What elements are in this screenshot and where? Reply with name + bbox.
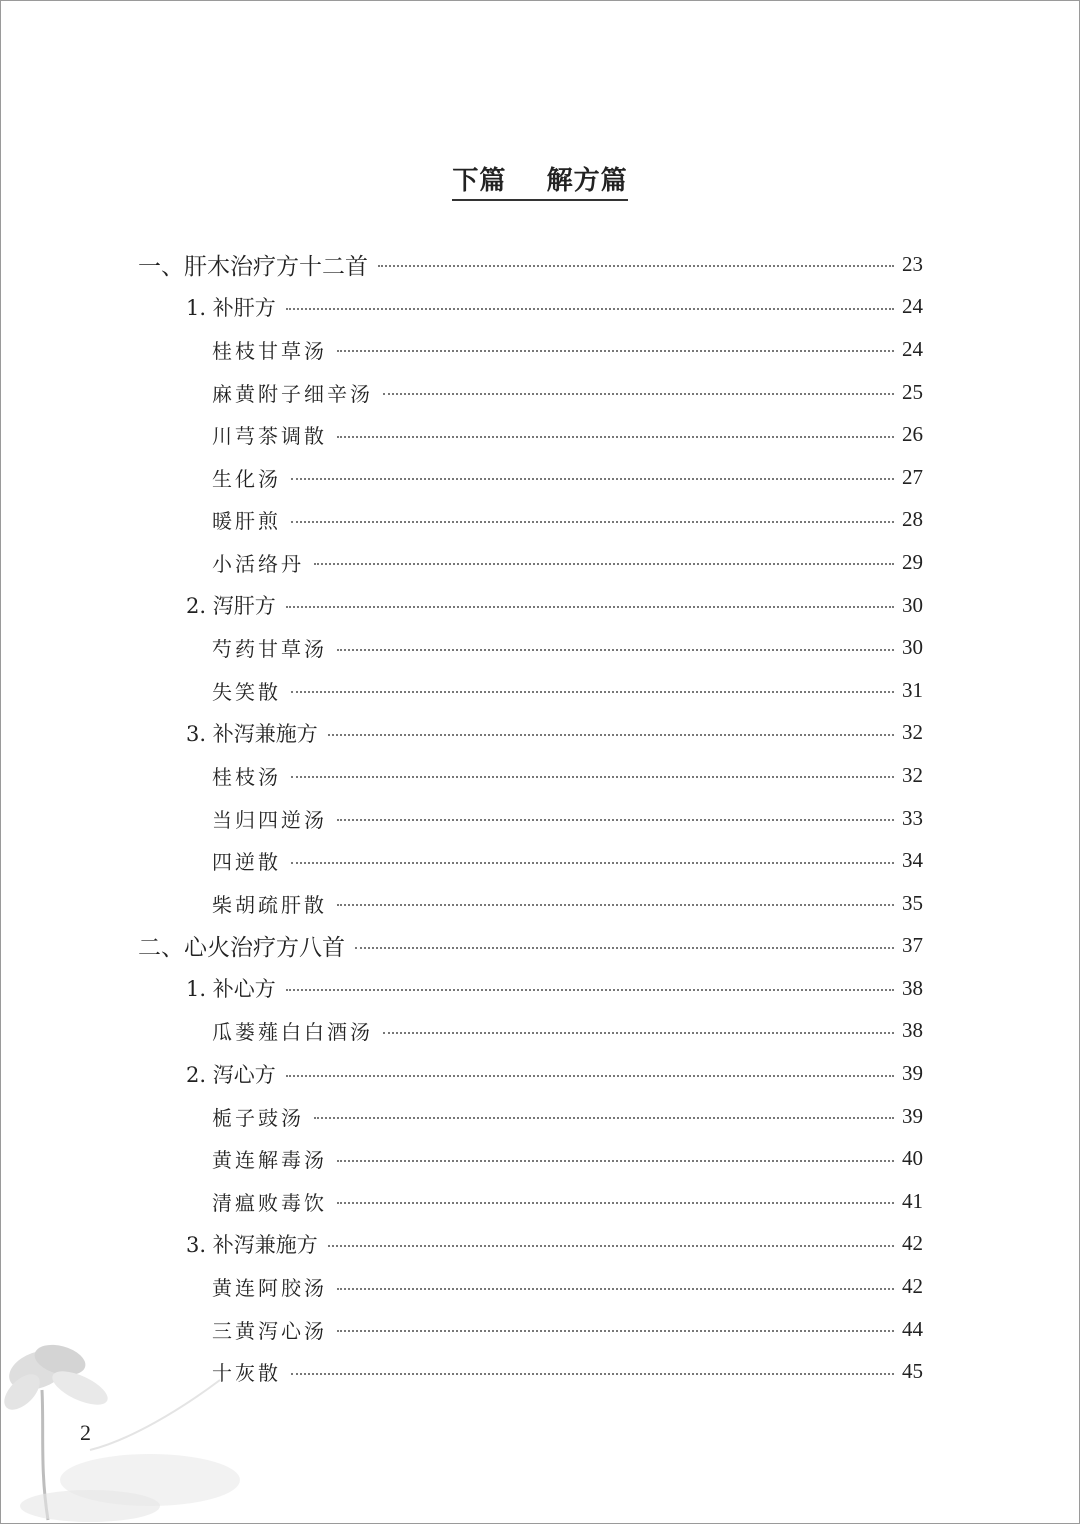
dot-leader [337, 1288, 894, 1290]
dot-leader [383, 1032, 894, 1034]
toc-entry-page: 38 [902, 1018, 923, 1043]
toc-entry-label: 2. 泻肝方 [186, 594, 276, 619]
toc-entry-label: 十灰散 [212, 1361, 281, 1386]
dot-leader [328, 1245, 894, 1247]
toc-entry-formula[interactable] [0, 499, 1080, 542]
dot-leader [286, 989, 894, 991]
dot-leader [291, 521, 894, 523]
toc-entry-page: 25 [902, 379, 923, 404]
dot-leader [337, 649, 894, 651]
toc-entry-page: 32 [902, 720, 923, 745]
section-title-text: 下篇 解方篇 [452, 160, 627, 201]
toc-entry-formula[interactable] [0, 1137, 1080, 1180]
dot-leader [314, 563, 894, 565]
toc-entry-formula[interactable] [0, 797, 1080, 840]
toc-entry-page: 42 [902, 1274, 923, 1299]
dot-leader [337, 819, 894, 821]
dot-leader [337, 1202, 894, 1204]
toc-entry-label: 瓜蒌薤白白酒汤 [212, 1020, 373, 1045]
dot-leader [337, 1160, 894, 1162]
toc-entry-formula[interactable] [0, 839, 1080, 882]
toc-entry-label: 川芎茶调散 [212, 424, 327, 449]
toc-entry-label: 1. 补肝方 [186, 295, 276, 320]
page-number: 2 [80, 1420, 91, 1445]
toc-entry-page: 30 [902, 592, 923, 617]
dot-leader [328, 734, 894, 736]
toc-entry-formula[interactable] [0, 1265, 1080, 1308]
dot-leader [286, 308, 894, 310]
toc-entry-label: 当归四逆汤 [212, 807, 327, 832]
toc-entry-page: 31 [902, 677, 923, 702]
toc-entry-chapter[interactable] [0, 243, 1080, 286]
toc-entry-label: 柴胡疏肝散 [212, 892, 327, 917]
toc-entry-formula[interactable] [0, 1180, 1080, 1223]
toc-entry-page: 40 [902, 1146, 923, 1171]
toc-entry-page: 32 [902, 762, 923, 787]
toc-entry-page: 24 [902, 336, 923, 361]
toc-entry-page: 35 [902, 890, 923, 915]
toc-entry-label: 芍药甘草汤 [212, 637, 327, 662]
dot-leader [314, 1117, 894, 1119]
toc-entry-formula[interactable] [0, 626, 1080, 669]
toc-entry-page: 38 [902, 975, 923, 1000]
toc-entry-section[interactable] [0, 1052, 1080, 1095]
toc-entry-section[interactable] [0, 286, 1080, 329]
toc-entry-page: 24 [902, 294, 923, 319]
dot-leader [291, 862, 894, 864]
toc-entry-page: 42 [902, 1231, 923, 1256]
lotus-decoration-icon [0, 1330, 260, 1524]
toc-entry-label: 黄连解毒汤 [212, 1148, 327, 1173]
toc-entry-label: 一、肝木治疗方十二首 [138, 253, 368, 280]
toc-entry-label: 桂枝甘草汤 [212, 338, 327, 363]
toc-entry-formula[interactable] [0, 541, 1080, 584]
dot-leader [291, 1373, 894, 1375]
toc-entry-label: 二、心火治疗方八首 [138, 935, 345, 962]
toc-entry-page: 45 [902, 1359, 923, 1384]
dot-leader [286, 606, 894, 608]
toc-entry-page: 33 [902, 805, 923, 830]
toc-entry-page: 34 [902, 848, 923, 873]
toc-entry-label: 生化汤 [212, 466, 281, 491]
dot-leader [286, 1075, 894, 1077]
toc-entry-label: 栀子豉汤 [212, 1105, 304, 1130]
toc-entry-formula[interactable] [0, 328, 1080, 371]
toc-entry-label: 桂枝汤 [212, 764, 281, 789]
toc-entry-label: 3. 补泻兼施方 [186, 1232, 318, 1257]
toc-entry-page: 29 [902, 549, 923, 574]
toc-entry-page: 39 [902, 1061, 923, 1086]
table-of-contents [0, 243, 1080, 1393]
toc-entry-label: 2. 泻心方 [186, 1062, 276, 1087]
toc-entry-label: 3. 补泻兼施方 [186, 721, 318, 746]
toc-entry-label: 三黄泻心汤 [212, 1318, 327, 1343]
toc-entry-page: 30 [902, 635, 923, 660]
toc-entry-formula[interactable] [0, 456, 1080, 499]
dot-leader [378, 265, 894, 267]
toc-entry-formula[interactable] [0, 754, 1080, 797]
toc-entry-formula[interactable] [0, 1095, 1080, 1138]
dot-leader [355, 947, 894, 949]
dot-leader [337, 904, 894, 906]
toc-entry-formula[interactable] [0, 669, 1080, 712]
toc-entry-page: 41 [902, 1188, 923, 1213]
toc-entry-label: 麻黄附子细辛汤 [212, 381, 373, 406]
dot-leader [291, 478, 894, 480]
toc-entry-page: 28 [902, 507, 923, 532]
toc-entry-section[interactable] [0, 584, 1080, 627]
toc-entry-page: 26 [902, 422, 923, 447]
toc-entry-label: 暖肝煎 [212, 509, 281, 534]
toc-entry-page: 44 [902, 1316, 923, 1341]
toc-entry-label: 四逆散 [212, 850, 281, 875]
toc-entry-section[interactable] [0, 967, 1080, 1010]
toc-entry-formula[interactable] [0, 1010, 1080, 1053]
toc-entry-chapter[interactable] [0, 925, 1080, 968]
toc-entry-label: 失笑散 [212, 679, 281, 704]
toc-entry-section[interactable] [0, 1223, 1080, 1266]
toc-entry-formula[interactable] [0, 413, 1080, 456]
toc-entry-page: 37 [902, 933, 923, 958]
dot-leader [383, 393, 894, 395]
toc-entry-formula[interactable] [0, 371, 1080, 414]
toc-entry-label: 1. 补心方 [186, 977, 276, 1002]
toc-entry-page: 23 [902, 251, 923, 276]
section-title [0, 160, 1080, 201]
dot-leader [337, 436, 894, 438]
toc-entry-label: 小活络丹 [212, 551, 304, 576]
toc-entry-section[interactable] [0, 712, 1080, 755]
dot-leader [291, 691, 894, 693]
toc-entry-label: 黄连阿胶汤 [212, 1276, 327, 1301]
dot-leader [337, 350, 894, 352]
toc-entry-page: 39 [902, 1103, 923, 1128]
toc-entry-formula[interactable] [0, 882, 1080, 925]
dot-leader [337, 1330, 894, 1332]
dot-leader [291, 776, 894, 778]
toc-entry-label: 清瘟败毒饮 [212, 1190, 327, 1215]
toc-entry-page: 27 [902, 464, 923, 489]
